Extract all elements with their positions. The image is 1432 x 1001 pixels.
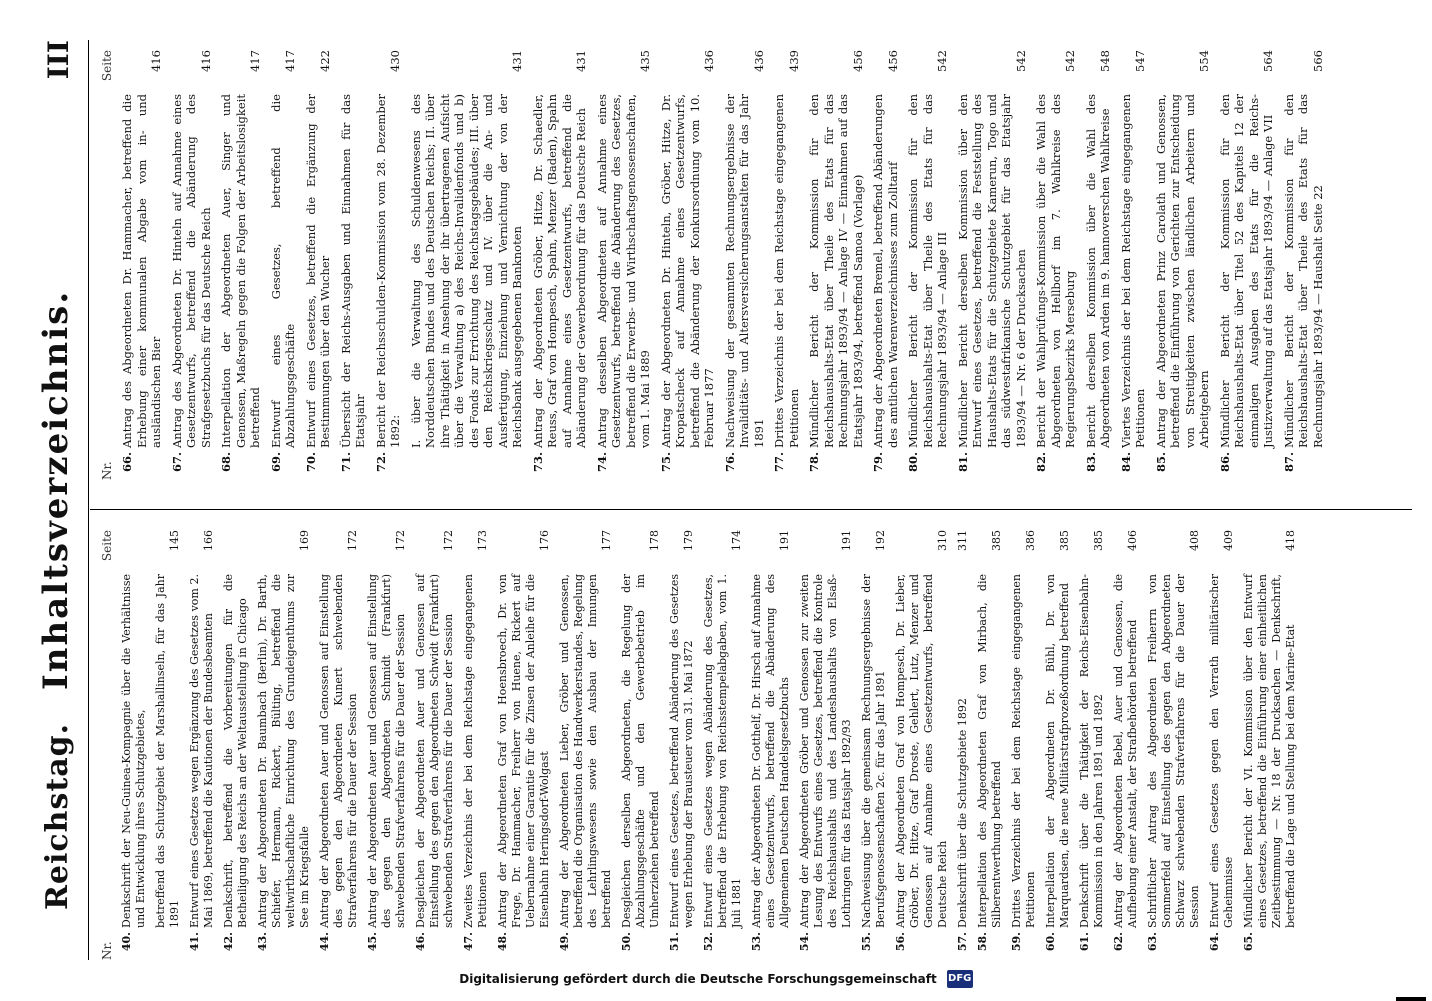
header-page-number: III <box>42 40 75 80</box>
entry-page: 416 <box>149 50 163 72</box>
entry-page: 385 <box>1058 530 1071 551</box>
toc-entry <box>1078 530 1106 960</box>
entry-text: Antrag der Abgeordneten Auer und Genossen auf Einstellung des gegen den Abgeordneten Schmidt (Frankfurt) schwebenden Strafverfahrens für die Dauer der Session <box>366 574 407 928</box>
entry-number: 68. <box>219 452 233 473</box>
toc-entry <box>222 530 250 960</box>
toc-entry <box>772 50 801 480</box>
entry-text: Interpellation der Abgeordneten Dr. Bühl, Dr. von Marquardsen, die neue Militärstrafprozeßordnung betreffend <box>1044 574 1071 928</box>
entry-number: 81. <box>955 452 970 473</box>
toc-entry <box>1044 530 1072 960</box>
entry-number: 87. <box>1281 452 1296 473</box>
footer-text: Digitalisierung gefördert durch die Deutsche Forschungsgemeinschaft <box>459 972 937 986</box>
entry-number: 53. <box>750 932 763 952</box>
entry-page: 431 <box>574 50 588 72</box>
entry-text: Antrag der Abgeordneten Gröber und Genossen zur zweiten Lesung des Entwurfs eines Gesetzes, betreffend die Kontrole des Reichshaushalts und des Landeshaushalts von Elsaß-Lothringen für das Etatsjahr 1892/93 <box>798 574 853 928</box>
left-column-header <box>100 530 114 960</box>
entry-page: 542 <box>935 50 949 72</box>
entry-text: Entwurf eines Gesetzes, betreffend Abänderung des Gesetzes wegen Erhebung der Brausteuer vom 31. Mai 1872 <box>668 574 695 928</box>
toc-entry <box>1119 50 1148 480</box>
entry-page: 172 <box>442 530 455 551</box>
entry-number: 48. <box>496 932 509 952</box>
entry-page: 548 <box>1098 50 1112 72</box>
entry-text: Antrag der Abgeordneten Dr. Hinteln, Gröber, Hitze, Dr. Kropatscheck auf Annahme eines Gesetzentwurfs, betreffend die Abänderung der Konkursordnung vom 10. Februar 1877 <box>658 94 716 448</box>
toc-entry <box>120 50 164 480</box>
dfg-logo: DFG <box>947 970 973 988</box>
entry-text: Antrag der Abgeordneten Graf von Hoensbroech, Dr. von Frege, Dr. Hammacher, Freiherr von Huene, Rickert auf Uebernahme einer Garantie für die Zinsen der Anleihe für die Eisenbahn Heringsdorf-Wolgast <box>496 574 551 928</box>
toc-entry <box>318 530 360 960</box>
number-label: Nr. <box>100 461 114 480</box>
entry-number: 86. <box>1217 452 1232 473</box>
digitization-footer <box>20 966 1412 992</box>
entry-text: Viertes Verzeichnis der bei dem Reichstage eingegangenen Petitionen <box>1118 94 1147 448</box>
entry-number: 84. <box>1118 452 1133 473</box>
entry-number: 79. <box>871 452 885 473</box>
entry-number: 64. <box>1208 932 1221 952</box>
entry-page: 311 <box>956 530 969 551</box>
entry-number: 44. <box>318 932 331 952</box>
entry-page: 435 <box>638 50 652 72</box>
entry-number: 71. <box>338 452 353 473</box>
entry-page: 566 <box>1310 50 1325 72</box>
toc-entry <box>1282 50 1326 480</box>
entry-page: 436 <box>751 50 766 72</box>
toc-entry <box>956 530 970 960</box>
entry-page: 456 <box>885 50 900 72</box>
entry-number: 58. <box>976 932 989 952</box>
entry-number: 67. <box>169 452 184 473</box>
entry-page: 172 <box>346 530 359 551</box>
entry-number: 77. <box>772 452 786 473</box>
toc-entry <box>906 50 950 480</box>
entry-text: Entwurf eines Gesetzes, betreffend die Ergänzung der Bestimmungen über den Wucher <box>303 94 332 448</box>
toc-entry <box>894 530 950 960</box>
entry-number: 47. <box>462 932 475 952</box>
entry-text: Schriftlicher Antrag des Abgeordneten Freiherrn von Sommerfeld auf Einstellung des gegen den Abgeordneten Schwarz schwebenden Strafverfahrens für die Dauer der Session <box>1146 574 1201 928</box>
entry-text: Interpellation des Abgeordneten Graf von Mirbach, die Silberentwerthung betreffend <box>976 574 1003 928</box>
entry-number: 82. <box>1034 452 1048 473</box>
column-divider <box>90 509 1412 510</box>
entry-page: 564 <box>1261 50 1275 72</box>
entry-page: 554 <box>1197 50 1211 72</box>
toc-entry <box>496 530 552 960</box>
left-column <box>100 530 1380 960</box>
entry-text: Übersicht der Reichs-Ausgaben und Einnahmen für das Etatsjahr <box>338 94 367 448</box>
entry-text: Antrag der Abgeordneten Bebel, Auer und Genossen, die Aufhebung einer Anstalt, der Strafbehörden betreffend <box>1112 574 1139 928</box>
toc-entry <box>620 530 662 960</box>
entry-text: Nachweisung über die gemeinsam Rechnungsergebnisse der Berufsgenossenschaften 2c. für das Jahr 1891 <box>860 574 887 928</box>
entry-text: Interpellation der Abgeordneten Auer, Singer und Genossen, Maßregeln gegen die Folgen der Arbeitslosigkeit betreffend <box>219 94 262 448</box>
entry-text: Mündlicher Bericht der Kommission für den Reichshaushalts-Etat über Theile des Etats für das Rechnungsjahr 1893/94 — Anlage IV — Einnahmen auf das Etatsjahr 1893/94, betreffend Samoa (Vorlage) <box>807 94 865 448</box>
entry-page: 166 <box>202 530 215 551</box>
toc-entry <box>702 530 744 960</box>
toc-entry <box>659 50 717 480</box>
entry-text: Mündlicher Bericht der Kommission für den Reichshaushalts-Etat über Theile des Etats für das Rechnungsjahr 1893/94 — Haushalt Seite 22 <box>1281 94 1325 448</box>
entry-number: 42. <box>222 932 235 952</box>
toc-entry <box>1242 530 1298 960</box>
entry-number: 83. <box>1083 452 1098 473</box>
toc-entry <box>558 530 614 960</box>
entry-text: Entwurf eines Gesetzes wegen Abänderung des Gesetzes, betreffend die Erhebung von Reichsstempelabgaben, vom 1. Juli 1881 <box>702 574 743 928</box>
entry-text: Antrag der Abgeordneten Graf von Hompesch, Dr. Lieber, Gröber, Dr. Hitze, Graf Droste, Gehlert, Lutz, Menzer und Genossen auf Annahme eines Gesetzentwurfs, betreffend Deutsche Reich <box>894 574 949 928</box>
page-header <box>20 40 80 940</box>
entry-text: Desgleichen derselben Abgeordneten, die Regelung der Abzahlungsgeschäfte und den Gewerbebetrieb im Umherziehen betreffend <box>620 574 661 928</box>
toc-entry <box>750 530 792 960</box>
entry-text: Antrag desselben Abgeordneten auf Annahme eines Gesetzentwurfs, betreffend die Abänderung des Gesetzes, betreffend die Erwerbs- und Wirthschaftsgenossenschaften, vom 1. Mai 1889 <box>594 94 652 448</box>
toc-entry <box>1154 50 1212 480</box>
entry-number: 59. <box>1010 932 1023 952</box>
toc-entry <box>1010 530 1038 960</box>
entry-text: Entwurf eines Gesetzes gegen den Verrath militärischer Geheimnisse <box>1208 574 1235 928</box>
entry-text: Denkschrift über die Thätigkeit der Reichs-Eisenbahn-Kommission in den Jahren 1891 und 1892 <box>1078 574 1105 928</box>
entry-number: 41. <box>188 932 201 952</box>
entry-text: Bericht der Reichsschulden-Kommission vom 28. Dezember 1892: <box>373 94 402 448</box>
entry-page: 417 <box>248 50 262 72</box>
entry-page: 439 <box>786 50 801 72</box>
entry-text: Bericht der Wahlprüfungs-Kommission über die Wahl des Abgeordneten von Hellborf im 7. Wahlkreise des Regierungsbezirks Merseburg <box>1034 94 1077 448</box>
entry-page: 191 <box>778 530 791 551</box>
toc-entry <box>723 50 767 480</box>
toc-entry <box>1034 50 1078 480</box>
toc-entry <box>366 530 408 960</box>
page-label: Seite <box>100 530 114 562</box>
number-label: Nr. <box>100 941 114 960</box>
entry-text: Entwurf eines Gesetzes, betreffend die Abzahlungsgeschäfte <box>268 94 297 448</box>
entry-number: 76. <box>722 452 737 473</box>
entry-text: Antrag des Abgeordneten Dr. Hammacher, betreffend die Erhebung einer kommunalen Abgabe vom in- und ausländischen Bier <box>120 94 163 448</box>
toc-entry <box>1112 530 1140 960</box>
toc-entry <box>339 50 368 480</box>
entry-text: Nachweisung der gesammten Rechnungsergebnisse der Invaliditäts- und Altersversicherungsanstalten für das Jahr 1891 <box>722 94 766 448</box>
entry-number: 75. <box>658 452 673 473</box>
entry-number: 72. <box>373 452 388 473</box>
entry-number: 63. <box>1146 932 1159 952</box>
entry-page: 431 <box>510 50 524 72</box>
right-column <box>100 50 1380 480</box>
toc-entry <box>976 530 1004 960</box>
entry-number: 57. <box>956 932 969 952</box>
entry-text: Antrag der Abgeordneten Dr. Gotthelf, Dr. Hirsch auf Annahme eines Gesetzentwurfs, betreffend die Abänderung des Allgemeinen Deutschen Handelsgesetzbuchs <box>750 574 791 928</box>
toc-entry <box>956 50 1029 480</box>
entry-page: 542 <box>1063 50 1077 72</box>
entry-page: 178 <box>648 530 661 551</box>
toc-entry <box>798 530 854 960</box>
entry-text: Denkschrift über die Schutzgebiete 1892 <box>956 698 969 928</box>
entry-page: 418 <box>1284 530 1297 551</box>
toc-entry <box>304 50 333 480</box>
toc-entry <box>1208 530 1236 960</box>
entry-page: 172 <box>394 530 407 551</box>
toc-entry <box>595 50 653 480</box>
header-rule <box>88 40 89 960</box>
entry-page: 174 <box>730 530 743 551</box>
entry-page: 192 <box>874 530 887 551</box>
entry-text: Antrag der Abgeordneten Dr. Baumbach (Berlin), Dr. Barth, Schiefer, Hermann, Rickert, Bülting, betreffend die weltwirthschaftliche Einrichtung des Grundeigenthums zur See im Kriegsfalle <box>256 574 311 928</box>
right-column-header <box>100 50 114 480</box>
entry-number: 52. <box>702 932 715 952</box>
entry-text: Desgleichen der Abgeordneten Auer und Genossen auf Einstellung des gegen den Abgeordneten Schwidt (Frankfurt) schwebenden Strafverfahrens für die Dauer der Session <box>414 574 455 928</box>
entry-page: 416 <box>198 50 213 72</box>
entry-page: 310 <box>936 530 949 551</box>
toc-entry <box>871 50 900 480</box>
entry-page: 406 <box>1126 530 1139 551</box>
toc-entry <box>1146 530 1202 960</box>
entry-text: betreffend das Schutzgebiet der Marshallinseln, für das Jahr 1891 <box>154 574 181 928</box>
entry-page: 177 <box>600 530 613 551</box>
entry-number: 78. <box>807 452 821 473</box>
entry-text: Denkschrift, betreffend die Vorbereitungen für die Betheiligung des Reichs an der Weltausstellung in Chicago <box>222 574 249 928</box>
toc-entry <box>1218 50 1276 480</box>
entry-page: 430 <box>388 50 402 72</box>
entry-number: 54. <box>798 932 811 952</box>
scan-edge-mark <box>1396 997 1426 1001</box>
entry-number: 66. <box>120 452 134 473</box>
toc-entry <box>269 50 298 480</box>
toc-entry <box>188 530 216 960</box>
entry-text: Mündlicher Bericht derselben Kommission über den Entwurf eines Gesetzes, betreffend die Feststellung des Haushalts-Etats für die Schutzgebiete Kamerun, Togo und das südwestafrikanische Schutzgebiet für das Etatsjahr 1893/94 — Nr. 6 der Drucksachen <box>955 94 1028 448</box>
entry-number: 85. <box>1153 452 1168 473</box>
header-center-title: Inhaltsverzeichnis. <box>36 289 76 691</box>
entry-number: 40. <box>120 932 133 952</box>
entry-page: 176 <box>538 530 551 551</box>
toc-entry <box>219 50 263 480</box>
entry-text: Zweites Verzeichnis der bei dem Reichstage eingegangenen Petitionen <box>462 574 489 928</box>
entry-text: Mündlicher Bericht der Kommission für den Reichshaushalts-Etat über Theile des Etats für das Rechnungsjahr 1893/94 — Anlage III <box>906 94 949 448</box>
entry-text: Mündlicher Bericht der Kommission für den Reichshaushalts-Etat über Titel 52 des Kapitels 12 der einmaligen Ausgaben des Etats für die Reichs-Justizverwaltung auf das Etatsjahr 1893/94 — Anlage VII <box>1217 94 1275 448</box>
entry-page: 542 <box>1013 50 1028 72</box>
toc-entry <box>462 530 490 960</box>
toc-entry <box>668 530 696 960</box>
entry-number: 50. <box>620 932 633 952</box>
entry-number: 55. <box>860 932 873 952</box>
entry-page: 169 <box>298 530 311 551</box>
entry-number: 62. <box>1112 932 1125 952</box>
entry-text: I. über die Verwaltung des Schuldenwesens des Norddeutschen Bundes und des Deutschen Reichs; II. über ihre Thätigkeit in Ansehung der ihr übertragenen Aufsicht über die Verwaltung a) des Reichs-Invalidenfonds und b) des Fonds zur Errichtung des Reichstagsgebäudes; III. über den Reichskriegsschatz und IV. über die An- und Ausfertigung, Einziehung und Vernichtung der von der Reichsbank ausgegebenen Banknoten <box>408 94 524 448</box>
entry-page: 408 <box>1188 530 1201 551</box>
entry-text: Antrag des Abgeordneten Dr. Hinteln auf Annahme eines Gesetzentwurfs, betreffend die Abänderung des Strafgesetzbuchs für das Deutsche Reich <box>169 94 213 448</box>
entry-text: Mündlicher Bericht der VI. Kommission über den Entwurf eines Gesetzes, betreffend die Einführung einer einheitlichen Zeitbestimmung — Nr. 18 der Drucksachen — Denkschrift, betreffend die Lage und Stellung bei dem Marine-Etat <box>1242 574 1297 928</box>
toc-entry <box>120 530 148 960</box>
entry-number: 69. <box>268 452 283 473</box>
entry-page: 417 <box>283 50 297 72</box>
entry-number: 61. <box>1078 932 1091 952</box>
entry-page: 386 <box>1024 530 1037 551</box>
entry-number: 70. <box>303 452 318 473</box>
toc-entry <box>256 530 312 960</box>
entry-number: 74. <box>594 452 609 473</box>
toc-entry <box>860 530 888 960</box>
toc-entry <box>170 50 214 480</box>
entry-page: 422 <box>318 50 332 72</box>
entry-text: Bericht derselben Kommission über die Wahl des Abgeordneten von Arden im 9. hannoverschen Wahlkreise <box>1083 94 1112 448</box>
entry-number: 73. <box>530 452 545 473</box>
entry-text: Drittes Verzeichnis der bei dem Reichstage eingegangenen Petitionen <box>1010 574 1037 928</box>
toc-entry <box>154 530 182 960</box>
toc-entry <box>531 50 589 480</box>
entry-text: Denkschrift der Neu-Guinea-Kompagnie über die Verhältnisse und Entwicklung ihres Schutzgebietes, <box>120 574 147 928</box>
header-left-title: Reichstag. <box>40 722 75 910</box>
entry-page: 173 <box>476 530 489 551</box>
entry-text: Entwurf eines Gesetzes wegen Ergänzung des Gesetzes vom 2. Mai 1869, betreffend die Kautionen der Bundesbeamten <box>188 574 215 928</box>
toc-entry <box>1084 50 1113 480</box>
entry-number: 80. <box>906 452 920 473</box>
entry-number: 45. <box>366 932 379 952</box>
entry-page: 456 <box>850 50 865 72</box>
entry-page: 547 <box>1133 50 1147 72</box>
entry-page: 179 <box>682 530 695 551</box>
entry-number: 49. <box>558 932 571 952</box>
entry-text: Antrag der Abgeordneten Gröber, Hitze, Dr. Schaedler, Reuss, Graf von Hompesch, Spahn, Menzer (Baden), Spahn auf Annahme eines Gesetzentwurfs, betreffend die Abänderung der Gewerbeordnung für das Deutsche Reich <box>530 94 588 448</box>
entry-page: 191 <box>840 530 853 551</box>
toc-entry <box>409 50 525 480</box>
entry-number: 46. <box>414 932 427 952</box>
toc-entry <box>414 530 456 960</box>
page-label: Seite <box>100 50 114 82</box>
entry-text: Antrag der Abgeordneten Prinz Carolath und Genossen, betreffend die Einführung von Gerichten zur Entscheidung von Streitigkeiten zwischen ländlichen Arbeitern und Arbeitgebern <box>1153 94 1211 448</box>
entry-number: 56. <box>894 932 907 952</box>
entry-number: 60. <box>1044 932 1057 952</box>
entry-number: 65. <box>1242 932 1255 952</box>
entry-text: Antrag der Abgeordneten Auer und Genossen auf Einstellung des gegen den Abgeordneten Kunert schwebenden Strafverfahrens für die Dauer der Session <box>318 574 359 928</box>
entry-text: Antrag der Abgeordneten Bremel, betreffend Abänderungen des amtlichen Warenverzeichnisses zum Zolltarif <box>871 94 900 448</box>
entry-page: 385 <box>990 530 1003 551</box>
entry-page: 385 <box>1092 530 1105 551</box>
entry-number: 43. <box>256 932 269 952</box>
toc-entry <box>807 50 865 480</box>
entry-page: 145 <box>168 530 181 551</box>
entry-number: 51. <box>668 932 681 952</box>
toc-entry <box>374 50 403 480</box>
entry-page: 436 <box>702 50 716 72</box>
entry-page: 409 <box>1222 530 1235 551</box>
entry-text: Antrag der Abgeordneten Lieber, Gröber und Genossen, betreffend die Organisation des Handwerkerstandes, Regelung des Lehrlingswesens sowie den Ausbau der Innungen betreffend <box>558 574 613 928</box>
entry-text: Drittes Verzeichnis der bei dem Reichstage eingegangenen Petitionen <box>772 94 801 448</box>
